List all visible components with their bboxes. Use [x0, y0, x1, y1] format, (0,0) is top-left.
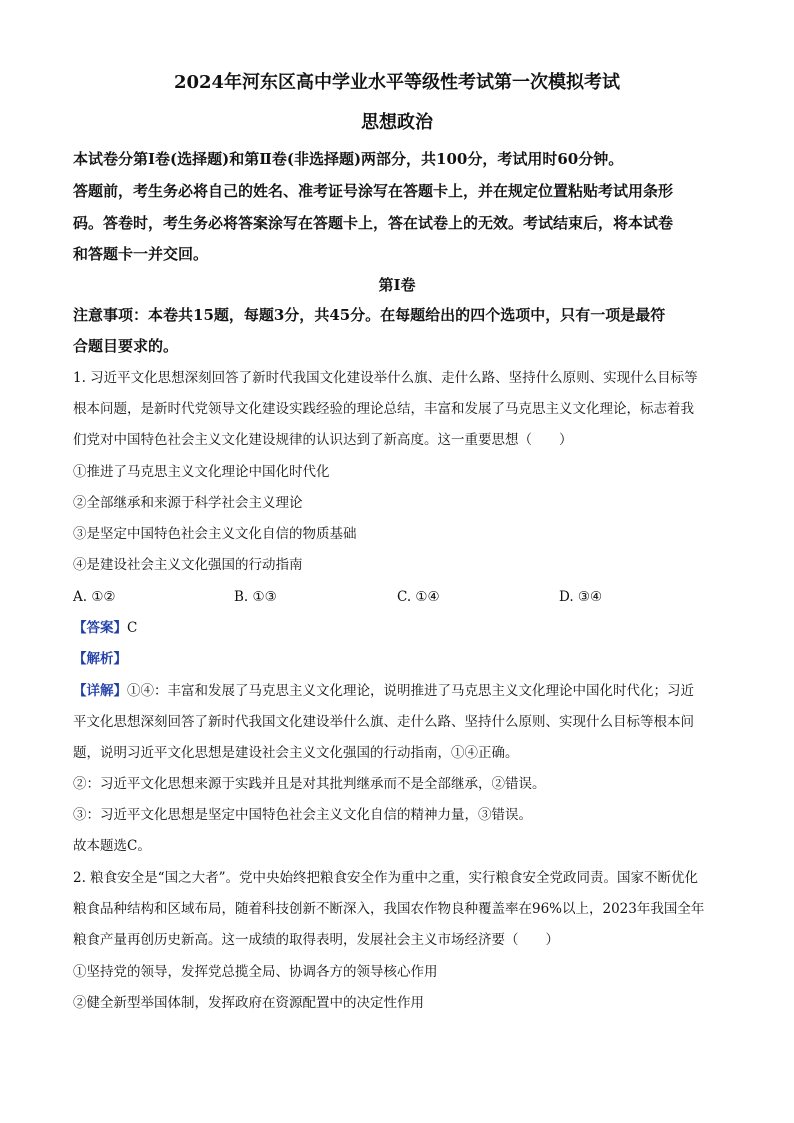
exam-title: 2024年河东区高中学业水平等级性考试第一次模拟考试	[173, 72, 621, 93]
analysis-tag: 【解析】	[73, 651, 127, 667]
answer-value: C	[127, 620, 138, 636]
detail-tag: 【详解】	[73, 683, 127, 699]
q1-detail-line: ②：习近平文化思想来源于实践并且是对其批判继承而不是全部继承，②错误。	[73, 776, 546, 792]
q1-stem: 们党对中国特色社会主义文化建设规律的认识达到了新高度。这一重要思想（ ）	[73, 432, 573, 448]
q1-stem: 1. 习近平文化思想深刻回答了新时代我国文化建设举什么旗、走什么路、坚持什么原则、实现什么目标等	[73, 370, 698, 386]
q1-option-a: A. ①②	[73, 589, 116, 605]
q2-stem: 粮食品种结构和区域布局，随着科技创新不断深入，我国农作物良种覆盖率在96%以上，2023年我国全年	[73, 901, 705, 917]
q2-statement: ①坚持党的领导，发挥党总揽全局、协调各方的领导核心作用	[73, 964, 438, 980]
q1-detail-line: 故本题选C。	[73, 838, 151, 854]
q1-detail-line: 题，说明习近平文化思想是建设社会主义文化强国的行动指南，①④正确。	[73, 745, 519, 761]
instruction-line: 码。答卷时，考生务必将答案涂写在答题卡上，答在试卷上的无效。考试结束后，将本试卷	[73, 214, 674, 232]
q1-analysis	[73, 651, 723, 667]
answer-tag: 【答案】	[73, 620, 127, 636]
section-notice: 合题目要求的。	[73, 337, 179, 355]
q1-statement: ③是坚定中国特色社会主义文化自信的物质基础	[73, 526, 357, 542]
q2-stem: 2. 粮食安全是“国之大者”。党中央始终把粮食安全作为重中之重，实行粮食安全党政同责。国家不断优化	[73, 870, 698, 886]
q1-detail-line	[73, 683, 723, 699]
q1-option-c: C. ①④	[397, 589, 440, 605]
q1-option-b: B. ①③	[234, 589, 277, 605]
section-title: 第Ⅰ卷	[378, 276, 416, 294]
instruction-line: 答题前，考生务必将自己的姓名、准考证号涂写在答题卡上，并在规定位置粘贴考试用条形	[73, 182, 674, 200]
instruction-line: 和答题卡一并交回。	[73, 245, 209, 263]
q1-detail-line: ③：习近平文化思想是坚定中国特色社会主义文化自信的精神力量，③错误。	[73, 807, 532, 823]
q1-option-d: D. ③④	[559, 589, 603, 605]
section-notice: 注意事项：本卷共15题，每题3分，共45分。在每题给出的四个选项中，只有一项是最符	[73, 306, 666, 324]
q1-statement: ②全部继承和来源于科学社会主义理论	[73, 495, 303, 511]
instruction-line: 本试卷分第Ⅰ卷(选择题)和第Ⅱ卷(非选择题)两部分，共100分，考试用时60分钟。	[73, 150, 624, 168]
q1-stem: 根本问题，是新时代党领导文化建设实践经验的理论总结，丰富和发展了马克思主义文化理论，标志着我	[73, 401, 694, 417]
q1-detail-line: 平文化思想深刻回答了新时代我国文化建设举什么旗、走什么路、坚持什么原则、实现什么目标等根本问	[73, 714, 694, 730]
subject-title: 思想政治	[361, 112, 433, 133]
q1-statement: ④是建设社会主义文化强国的行动指南	[73, 557, 303, 573]
q2-statement: ②健全新型举国体制，发挥政府在资源配置中的决定性作用	[73, 995, 424, 1011]
q2-stem: 粮食产量再创历史新高。这一成绩的取得表明，发展社会主义市场经济要（ ）	[73, 932, 559, 948]
detail-text: ①④：丰富和发展了马克思主义文化理论，说明推进了马克思主义文化理论中国化时代化；习近	[127, 683, 694, 699]
q1-answer	[73, 620, 723, 636]
q1-statement: ①推进了马克思主义文化理论中国化时代化	[73, 464, 330, 480]
